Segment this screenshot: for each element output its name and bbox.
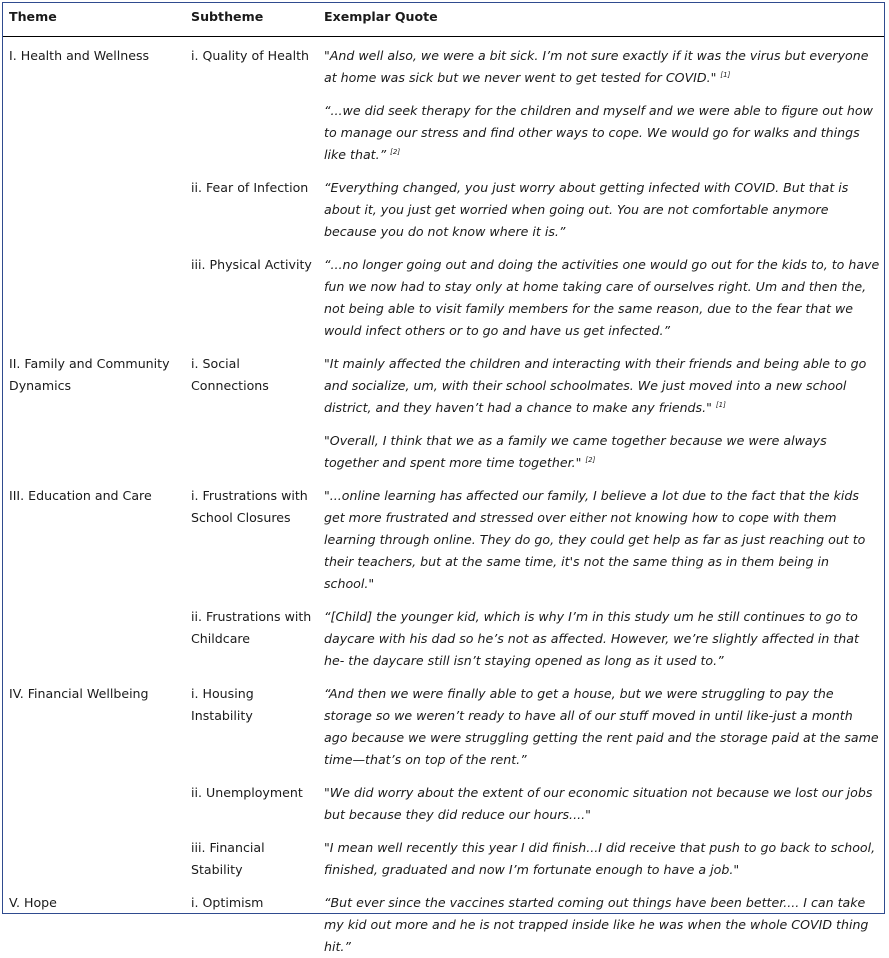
- footnote-ref: [1]: [716, 401, 726, 409]
- quote-cell: [318, 45, 884, 89]
- table-row: [3, 837, 884, 881]
- table-row: [3, 177, 884, 243]
- subtheme-cell: ii. Fear of Infection: [185, 177, 318, 243]
- header-theme: Theme: [3, 3, 185, 37]
- quote-text: “[Child] the younger kid, which is why I’m in this study um he still continues to go to daycare with his dad so he’s not as affected. However, we’re slightly affected in that he- the daycare still isn’t staying opened as long as it used to.”: [324, 609, 859, 668]
- theme-cell: I. Health and Wellness: [3, 45, 185, 89]
- theme-cell: V. Hope: [3, 892, 185, 958]
- theme-cell: [3, 606, 185, 672]
- quote-cell: [318, 892, 884, 958]
- subtheme-cell: [185, 430, 318, 474]
- header-exemplar-quote: Exemplar Quote: [318, 3, 884, 37]
- table-row: [3, 892, 884, 958]
- table-row: [3, 45, 884, 89]
- table-body: [3, 37, 884, 958]
- quote-cell: [318, 606, 884, 672]
- header-row: [3, 3, 884, 37]
- quote-cell: [318, 837, 884, 881]
- table-row: [3, 782, 884, 826]
- table-row: [3, 353, 884, 419]
- quote-text: “And then we were finally able to get a house, but we were struggling to pay the storage so we weren’t ready to have all of our stuff moved in until like-just a month ago because we were struggling getting the rent paid and the storage paid at the same time—that’s on top of the rent.”: [324, 686, 879, 767]
- themes-table-frame: [2, 2, 885, 914]
- footnote-ref: [1]: [720, 71, 730, 79]
- theme-cell: [3, 254, 185, 342]
- quote-text: “...no longer going out and doing the activities one would go out for the kids to, to have fun we now had to stay only at home taking care of ourselves right. Um and then the, not being able to visit family members for the same reason, due to the fear that we would infect others or to go and have us get infected.”: [324, 257, 879, 338]
- theme-cell: [3, 430, 185, 474]
- themes-table: [3, 3, 884, 958]
- quote-cell: [318, 485, 884, 595]
- quote-cell: [318, 100, 884, 166]
- subtheme-cell: i. Optimism: [185, 892, 318, 958]
- footnote-ref: [2]: [585, 456, 595, 464]
- quote-text: "Overall, I think that we as a family we came together because we were always together and spent more time together.": [324, 433, 827, 470]
- theme-cell: [3, 782, 185, 826]
- subtheme-cell: i. Quality of Health: [185, 45, 318, 89]
- quote-text: “But ever since the vaccines started coming out things have been better.... I can take my kid out more and he is not trapped inside like he was when the whole COVID thing hit.”: [324, 895, 868, 954]
- quote-text: "...online learning has affected our family, I believe a lot due to the fact that the kids get more frustrated and stressed over either not knowing how to cope with them learning through online. They do go, they could get help as far as just reaching out to their teachers, but at the same time, it's not the same thing as in them being in school.": [324, 488, 865, 591]
- quote-text: "I mean well recently this year I did finish...I did receive that push to go back to school, finished, graduated and now I’m fortunate enough to have a job.": [324, 840, 875, 877]
- quote-text: “Everything changed, you just worry about getting infected with COVID. But that is about it, you just get worried when going out. You are not comfortable anymore because you do not know where it is.”: [324, 180, 848, 239]
- table-row: [3, 430, 884, 474]
- table-row: [3, 683, 884, 771]
- quote-text: "We did worry about the extent of our economic situation not because we lost our jobs but because they did reduce our hours....": [324, 785, 872, 822]
- quote-cell: [318, 254, 884, 342]
- theme-cell: [3, 100, 185, 166]
- table-row: [3, 485, 884, 595]
- quote-text: "It mainly affected the children and interacting with their friends and being able to go and socialize, um, with their school schoolmates. We just moved into a new school district, and they haven’t had a chance to make any friends.": [324, 356, 866, 415]
- quote-cell: [318, 782, 884, 826]
- subtheme-cell: [185, 100, 318, 166]
- theme-cell: II. Family and Community Dynamics: [3, 353, 185, 419]
- footnote-ref: [2]: [390, 148, 400, 156]
- quote-cell: [318, 353, 884, 419]
- subtheme-cell: i. Social Connections: [185, 353, 318, 419]
- subtheme-cell: i. Frustrations with School Closures: [185, 485, 318, 595]
- theme-cell: [3, 177, 185, 243]
- quote-cell: [318, 177, 884, 243]
- quote-cell: [318, 683, 884, 771]
- subtheme-cell: iii. Physical Activity: [185, 254, 318, 342]
- subtheme-cell: i. Housing Instability: [185, 683, 318, 771]
- quote-cell: [318, 430, 884, 474]
- quote-text: "And well also, we were a bit sick. I’m not sure exactly if it was the virus but everyone at home was sick but we never went to get tested for COVID.": [324, 48, 868, 85]
- subtheme-cell: ii. Unemployment: [185, 782, 318, 826]
- theme-cell: IV. Financial Wellbeing: [3, 683, 185, 771]
- header-subtheme: Subtheme: [185, 3, 318, 37]
- subtheme-cell: iii. Financial Stability: [185, 837, 318, 881]
- subtheme-cell: ii. Frustrations with Childcare: [185, 606, 318, 672]
- theme-cell: [3, 837, 185, 881]
- table-row: [3, 254, 884, 342]
- theme-cell: III. Education and Care: [3, 485, 185, 595]
- quote-text: “...we did seek therapy for the children and myself and we were able to figure out how to manage our stress and find other ways to cope. We would go for walks and things like that.”: [324, 103, 873, 162]
- table-row: [3, 100, 884, 166]
- table-row: [3, 606, 884, 672]
